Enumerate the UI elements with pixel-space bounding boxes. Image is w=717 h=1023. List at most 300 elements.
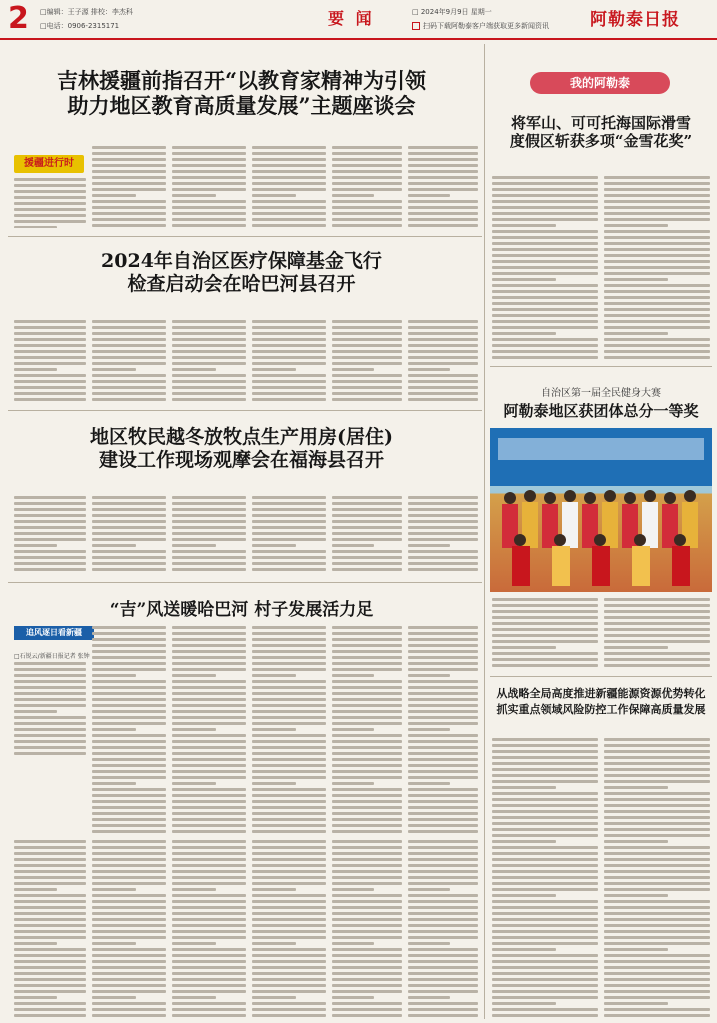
body-text-line (408, 650, 478, 653)
body-text-line (14, 734, 86, 737)
article3-headline-line2: 建设工作现场观摩会在福海县召开 (98, 448, 384, 471)
body-text-line (252, 212, 326, 215)
body-text-line (408, 728, 450, 731)
body-text-line (408, 894, 478, 897)
body-text-line (92, 954, 166, 957)
body-text-line (92, 698, 166, 701)
body-text-line (172, 1002, 246, 1005)
body-text-line (604, 248, 710, 251)
body-text-line (14, 1014, 86, 1017)
body-text-line (14, 846, 86, 849)
body-text-line (92, 906, 166, 909)
body-text-line (172, 374, 246, 377)
body-text-line (492, 616, 598, 619)
body-text-line (604, 344, 710, 347)
body-text-line (492, 852, 598, 855)
body-text-line (332, 644, 402, 647)
body-text-line (172, 194, 216, 197)
body-text-line (252, 746, 326, 749)
body-text-line (172, 858, 246, 861)
body-text-line (408, 752, 478, 755)
body-text-line (172, 668, 246, 671)
body-text-line (408, 888, 450, 891)
body-text-line (492, 774, 598, 777)
body-text-line (408, 746, 478, 749)
body-text-line (604, 744, 710, 747)
body-text-line (492, 768, 598, 771)
article1-body-col2 (92, 146, 166, 228)
body-text-line (408, 544, 450, 547)
body-text-line (604, 990, 710, 993)
body-text-line (408, 326, 478, 329)
body-text-line (14, 954, 86, 957)
body-text-line (604, 308, 710, 311)
body-text-line (172, 626, 246, 629)
body-text-line (252, 356, 326, 359)
body-text-line (172, 158, 246, 161)
body-text-line (332, 392, 402, 395)
body-text-line (92, 164, 166, 167)
body-text-line (92, 544, 136, 547)
body-text-line (252, 526, 326, 529)
body-text-line (408, 644, 478, 647)
body-text-line (14, 716, 86, 719)
article6-headline[interactable]: 阿勒泰地区获团体总分一等奖 (503, 402, 699, 420)
body-text-line (332, 632, 402, 635)
body-text-line (172, 752, 246, 755)
body-text-line (252, 170, 326, 173)
body-text-line (408, 152, 478, 155)
body-text-line (408, 556, 478, 559)
body-text-line (492, 870, 598, 873)
body-text-line (332, 984, 402, 987)
body-text-line (492, 218, 598, 221)
body-text-line (492, 978, 598, 981)
body-text-line (492, 326, 598, 329)
divider (8, 582, 482, 583)
body-text-line (172, 888, 216, 891)
body-text-line (408, 206, 478, 209)
body-text-line (332, 800, 402, 803)
body-text-line (604, 774, 710, 777)
body-text-line (252, 662, 326, 665)
body-text-line (172, 544, 216, 547)
body-text-line (14, 538, 86, 541)
body-text-line (604, 936, 710, 939)
body-text-line (492, 984, 598, 987)
article7-headline[interactable] (488, 686, 714, 718)
body-text-line (332, 356, 402, 359)
body-text-line (492, 828, 598, 831)
body-text-line (252, 704, 326, 707)
body-text-line (604, 828, 710, 831)
body-text-line (492, 206, 598, 209)
body-text-line (252, 954, 326, 957)
body-text-line (92, 740, 166, 743)
body-text-line (172, 206, 246, 209)
body-text-line (408, 990, 478, 993)
body-text-line (252, 638, 326, 641)
body-text-line (92, 996, 136, 999)
body-text-line (92, 188, 166, 191)
body-text-line (332, 350, 402, 353)
body-text-line (332, 978, 402, 981)
body-text-line (252, 206, 326, 209)
body-text-line (252, 1008, 326, 1011)
body-text-line (92, 326, 166, 329)
body-text-line (332, 746, 402, 749)
article7-body-col1 (492, 738, 598, 1018)
body-text-line (604, 598, 710, 601)
body-text-line (604, 284, 710, 287)
article4-body-col1a (14, 662, 86, 758)
body-text-line (408, 514, 478, 517)
body-text-line (172, 942, 216, 945)
body-text-line (14, 888, 57, 891)
body-text-line (14, 362, 86, 365)
body-text-line (252, 710, 326, 713)
body-text-line (14, 894, 86, 897)
body-text-line (172, 638, 246, 641)
body-text-line (92, 550, 166, 553)
body-text-line (252, 960, 326, 963)
body-text-line (604, 894, 668, 897)
body-text-line (604, 610, 710, 613)
body-text-line (92, 984, 166, 987)
body-text-line (14, 936, 86, 939)
body-text-line (252, 824, 326, 827)
body-text-line (408, 680, 478, 683)
body-text-line (492, 224, 556, 227)
body-text-line (492, 248, 598, 251)
divider (8, 236, 482, 237)
body-text-line (604, 1002, 668, 1005)
body-text-line (604, 218, 710, 221)
article4-body-col3 (172, 626, 246, 836)
body-text-line (92, 496, 166, 499)
body-text-line (604, 846, 710, 849)
body-text-line (604, 942, 710, 945)
body-text-line (408, 806, 478, 809)
aid-xinjiang-tag: 援疆进行时 (14, 155, 84, 173)
body-text-line (332, 912, 402, 915)
body-text-line (252, 924, 326, 927)
body-text-line (408, 344, 478, 347)
body-text-line (92, 146, 166, 149)
article2-headline-line2: 检查启动会在哈巴河县召开 (127, 272, 356, 295)
body-text-line (604, 182, 710, 185)
body-text-line (332, 936, 402, 939)
body-text-line (492, 260, 598, 263)
article2-headline[interactable] (4, 250, 479, 296)
body-text-line (492, 302, 598, 305)
body-text-line (252, 514, 326, 517)
body-text-line (252, 350, 326, 353)
body-text-line (92, 788, 166, 791)
article4-body-col4 (252, 626, 326, 836)
editor-line: □编辑：王子源 排校：李杰科 (40, 8, 133, 16)
body-text-line (14, 966, 86, 969)
body-text-line (172, 350, 246, 353)
body-text-line (92, 824, 166, 827)
body-text-line (408, 626, 478, 629)
body-text-line (92, 846, 166, 849)
body-text-line (252, 906, 326, 909)
body-text-line (14, 740, 86, 743)
body-text-line (252, 818, 326, 821)
body-text-line (172, 656, 246, 659)
body-text-line (252, 788, 326, 791)
body-text-line (408, 858, 478, 861)
body-text-line (92, 344, 166, 347)
body-text-line (172, 532, 246, 535)
body-text-line (92, 728, 136, 731)
body-text-line (92, 662, 166, 665)
body-text-line (332, 954, 402, 957)
body-text-line (332, 788, 402, 791)
body-text-line (332, 538, 402, 541)
body-text-line (408, 1014, 478, 1017)
body-text-line (492, 230, 598, 233)
body-text-line (492, 314, 598, 317)
article2-headline-line1: 2024年自治区医疗保障基金飞行 (101, 250, 382, 272)
body-text-line (492, 356, 598, 359)
body-text-line (332, 888, 374, 891)
body-text-line (172, 398, 246, 401)
body-text-line (332, 906, 402, 909)
body-text-line (172, 812, 246, 815)
body-text-line (408, 782, 450, 785)
body-text-line (172, 882, 246, 885)
article4-body-col11 (408, 840, 478, 1018)
body-text-line (604, 604, 710, 607)
body-text-line (92, 562, 166, 565)
body-text-line (408, 740, 478, 743)
body-text-line (172, 332, 246, 335)
body-text-line (92, 716, 166, 719)
body-text-line (332, 520, 402, 523)
body-text-line (92, 806, 166, 809)
qr-icon (412, 22, 420, 30)
body-text-line (332, 526, 402, 529)
body-text-line (332, 662, 402, 665)
article4-headline[interactable]: “吉”风送暖哈巴河 村子发展活力足 (109, 600, 374, 620)
body-text-line (332, 858, 402, 861)
body-text-line (604, 634, 710, 637)
body-text-line (252, 1002, 326, 1005)
body-text-line (172, 984, 246, 987)
app-download-line (412, 22, 549, 31)
body-text-line (252, 632, 326, 635)
body-text-line (252, 740, 326, 743)
body-text-line (172, 146, 246, 149)
body-text-line (14, 380, 86, 383)
body-text-line (332, 550, 402, 553)
body-text-line (172, 508, 246, 511)
body-text-line (604, 810, 710, 813)
body-text-line (252, 332, 326, 335)
body-text-line (332, 650, 402, 653)
article4-byline: □石锐云/新疆日报记者 张钟 (14, 653, 90, 660)
body-text-line (172, 526, 246, 529)
body-text-line (14, 686, 86, 689)
article3-headline[interactable] (4, 426, 479, 472)
body-text-line (492, 320, 598, 323)
body-text-line (92, 200, 166, 203)
body-text-line (604, 296, 710, 299)
body-text-line (172, 502, 246, 505)
body-text-line (604, 852, 710, 855)
body-text-line (492, 840, 556, 843)
body-text-line (252, 674, 296, 677)
body-text-line (252, 194, 296, 197)
body-text-line (92, 858, 166, 861)
body-text-line (14, 912, 86, 915)
body-text-line (252, 182, 326, 185)
body-text-line (408, 218, 478, 221)
body-text-line (604, 858, 710, 861)
body-text-line (332, 332, 402, 335)
article4-body-col9 (252, 840, 326, 1018)
body-text-line (332, 960, 402, 963)
body-text-line (604, 996, 710, 999)
body-text-line (172, 496, 246, 499)
body-text-line (92, 746, 166, 749)
article5-headline[interactable] (490, 114, 712, 150)
body-text-line (14, 374, 86, 377)
body-text-line (604, 924, 710, 927)
body-text-line (92, 912, 166, 915)
body-text-line (172, 392, 246, 395)
body-text-line (92, 206, 166, 209)
article1-headline[interactable] (4, 68, 479, 118)
body-text-line (604, 272, 710, 275)
body-text-line (332, 1014, 402, 1017)
body-text-line (332, 924, 402, 927)
body-text-line (172, 224, 246, 227)
body-text-line (332, 716, 402, 719)
body-text-line (332, 764, 402, 767)
body-text-line (408, 948, 478, 951)
body-text-line (14, 1002, 86, 1005)
body-text-line (492, 236, 598, 239)
body-text-line (92, 1008, 166, 1011)
body-text-line (332, 626, 402, 629)
body-text-line (252, 728, 296, 731)
body-text-line (252, 496, 326, 499)
body-text-line (14, 520, 86, 523)
body-text-line (172, 870, 246, 873)
body-text-line (332, 990, 402, 993)
body-text-line (408, 562, 478, 565)
body-text-line (14, 496, 86, 499)
body-text-line (92, 644, 166, 647)
body-text-line (604, 762, 710, 765)
body-text-line (408, 978, 478, 981)
body-text-line (492, 954, 598, 957)
body-text-line (14, 514, 86, 517)
body-text-line (14, 972, 86, 975)
body-text-line (14, 870, 86, 873)
body-text-line (252, 936, 326, 939)
body-text-line (492, 864, 598, 867)
body-text-line (252, 224, 326, 227)
body-text-line (492, 822, 598, 825)
body-text-line (604, 978, 710, 981)
body-text-line (604, 1008, 710, 1011)
body-text-line (604, 260, 710, 263)
body-text-line (252, 984, 326, 987)
body-text-line (14, 978, 86, 981)
body-text-line (492, 350, 598, 353)
body-text-line (492, 332, 556, 335)
body-text-line (492, 664, 598, 667)
body-text-line (172, 704, 246, 707)
xinjiang-news-tag: 追风逐日看新疆 (14, 626, 94, 640)
body-text-line (332, 218, 402, 221)
body-text-line (332, 972, 402, 975)
body-text-line (492, 646, 556, 649)
body-text-line (252, 368, 296, 371)
body-text-line (92, 936, 166, 939)
body-text-line (492, 780, 598, 783)
body-text-line (492, 798, 598, 801)
body-text-line (14, 226, 57, 228)
body-text-line (332, 864, 402, 867)
body-text-line (408, 710, 478, 713)
body-text-line (252, 722, 326, 725)
body-text-line (252, 644, 326, 647)
body-text-line (492, 634, 598, 637)
body-text-line (92, 538, 166, 541)
body-text-line (332, 758, 402, 761)
body-text-line (252, 680, 326, 683)
body-text-line (408, 876, 478, 879)
body-text-line (252, 164, 326, 167)
body-text-line (604, 750, 710, 753)
body-text-line (14, 368, 57, 371)
body-text-line (492, 622, 598, 625)
body-text-line (252, 200, 326, 203)
body-text-line (604, 628, 710, 631)
body-text-line (332, 948, 402, 951)
article4-body-col2 (92, 626, 166, 836)
body-text-line (14, 882, 86, 885)
body-text-line (408, 392, 478, 395)
body-text-line (252, 668, 326, 671)
body-text-line (492, 990, 598, 993)
body-text-line (14, 752, 86, 755)
body-text-line (172, 320, 246, 323)
body-text-line (14, 906, 86, 909)
body-text-line (604, 616, 710, 619)
body-text-line (408, 320, 478, 323)
body-text-line (408, 332, 478, 335)
body-text-line (14, 562, 86, 565)
body-text-line (252, 502, 326, 505)
body-text-line (408, 496, 478, 499)
body-text-line (172, 740, 246, 743)
body-text-line (492, 924, 598, 927)
body-text-line (92, 380, 166, 383)
body-text-line (492, 200, 598, 203)
body-text-line (252, 990, 326, 993)
article3-body-col4 (252, 496, 326, 572)
body-text-line (252, 656, 326, 659)
divider (490, 366, 712, 367)
body-text-line (172, 800, 246, 803)
body-text-line (172, 550, 246, 553)
